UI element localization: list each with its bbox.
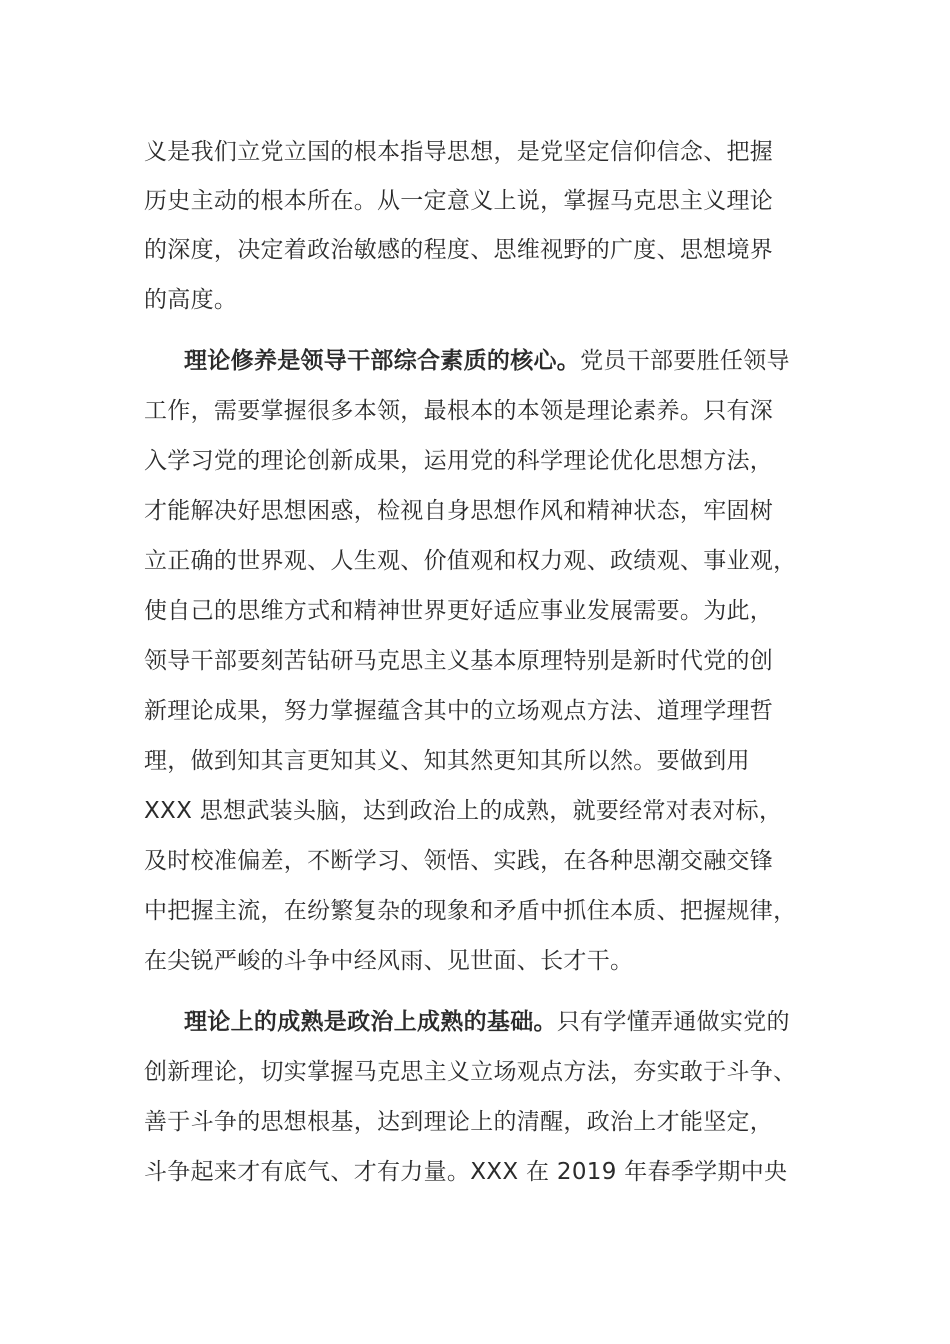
text-line: 入学习党的理论创新成果，运用党的科学理论优化思想方法，	[144, 448, 774, 474]
text-line: 立正确的世界观、人生观、价值观和权力观、政绩观、事业观，	[144, 548, 797, 574]
text-line: 善于斗争的思想根基，达到理论上的清醒，政治上才能坚定，	[144, 1109, 774, 1135]
text-run: 只有学懂弄通做实党的	[556, 1009, 790, 1035]
text-line: 的高度。	[144, 287, 238, 313]
paragraph-heading: 理论修养是领导干部综合素质的核心。	[184, 348, 581, 374]
text-line: XXX 思想武装头脑，达到政治上的成熟，就要经常对表对标，	[144, 798, 783, 824]
text-line: 才能解决好思想困惑，检视自身思想作风和精神状态，牢固树	[144, 498, 774, 524]
text-line: 及时校准偏差，不断学习、领悟、实践，在各种思潮交融交锋	[144, 848, 774, 874]
text-line: 在尖锐严峻的斗争中经风雨、见世面、长才干。	[144, 948, 634, 974]
paragraph-heading: 理论上的成熟是政治上成熟的基础。	[184, 1009, 557, 1035]
text-line	[184, 1007, 824, 1037]
text-line: 领导干部要刻苦钻研马克思主义基本原理特别是新时代党的创	[144, 648, 774, 674]
text-line: 斗争起来才有底气、才有力量。XXX 在 2019 年春季学期中央	[144, 1159, 788, 1185]
text-run: 党员干部要胜任领导	[580, 348, 790, 374]
text-line: 新理论成果，努力掌握蕴含其中的立场观点方法、道理学理哲	[144, 698, 774, 724]
text-line: 历史主动的根本所在。从一定意义上说，掌握马克思主义理论	[144, 188, 774, 214]
text-line: 理，做到知其言更知其义、知其然更知其所以然。要做到用	[144, 748, 750, 774]
text-line: 工作，需要掌握很多本领，最根本的本领是理论素养。只有深	[144, 398, 774, 424]
text-line: 创新理论，切实掌握马克思主义立场观点方法，夯实敢于斗争、	[144, 1059, 797, 1085]
text-line	[184, 346, 824, 376]
text-line: 使自己的思维方式和精神世界更好适应事业发展需要。为此，	[144, 598, 774, 624]
text-line: 义是我们立党立国的根本指导思想，是党坚定信仰信念、把握	[144, 139, 774, 165]
text-line: 的深度，决定着政治敏感的程度、思维视野的广度、思想境界	[144, 237, 774, 263]
text-line: 中把握主流，在纷繁复杂的现象和矛盾中抓住本质、把握规律，	[144, 898, 797, 924]
